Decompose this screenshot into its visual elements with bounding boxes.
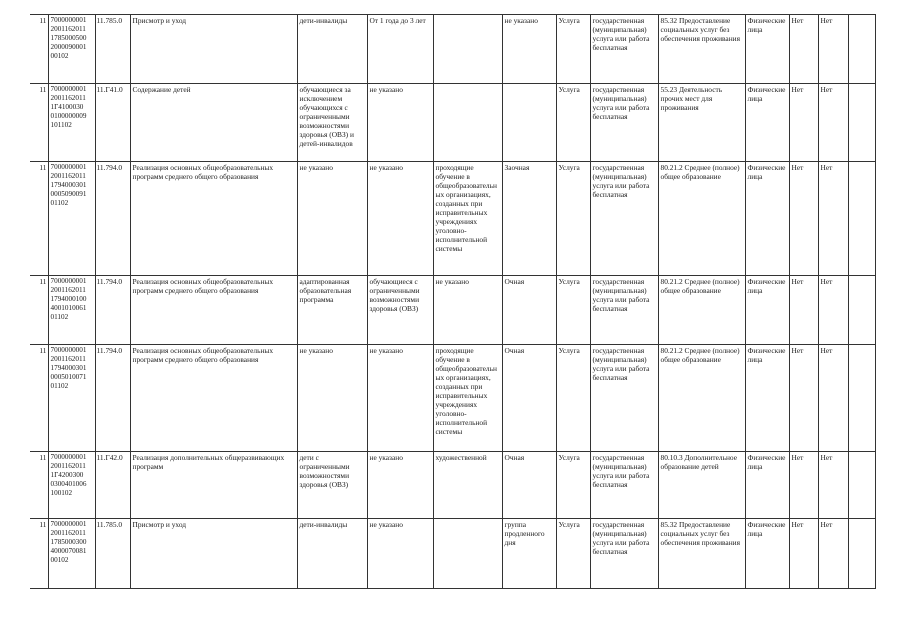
type-cell: Услуга <box>556 162 590 276</box>
consumer-category-cell: дети-инвалиды <box>297 15 367 84</box>
okved-cell: 55.23 Деятельность прочих мест для проживания <box>658 84 745 162</box>
extra-cell <box>848 276 875 345</box>
payment-cell: государственная (муниципальная) услуга или работа бесплатная <box>590 84 658 162</box>
extra-cell <box>848 162 875 276</box>
table-body <box>30 15 875 589</box>
registry-number-line: 7000000001 <box>50 163 87 171</box>
consumers-cell: Физические лица <box>745 15 789 84</box>
registry-number-cell <box>48 15 95 84</box>
consumers-cell: Физические лица <box>745 84 789 162</box>
extra-cell <box>848 84 875 162</box>
service-code-cell: 11.794.0 <box>95 345 130 452</box>
type-cell: Услуга <box>556 15 590 84</box>
content-cell: проходящие обучение в общеобразовательных организациях, созданных при исправительных учреждениях уголовно-исполнительной системы <box>433 345 502 452</box>
service-name-cell: Присмотр и уход <box>130 15 297 84</box>
age-cell: не указано <box>367 162 433 276</box>
payment-cell: государственная (муниципальная) услуга или работа бесплатная <box>590 15 658 84</box>
flag-two-cell: Нет <box>818 452 848 519</box>
registry-number-line: 1794000301 <box>50 181 87 189</box>
table-row <box>30 276 875 345</box>
form-cell: Заочная <box>502 162 556 276</box>
registry-number-cell <box>48 452 95 519</box>
registry-number-line: 1794000301 <box>50 364 87 372</box>
consumer-category-cell: адаптированная образовательная программа <box>297 276 367 345</box>
row-number-cell: 11 <box>30 162 48 276</box>
extra-cell <box>848 519 875 589</box>
registry-number-line: 2001162011 <box>50 94 86 102</box>
flag-one-cell: Нет <box>789 162 818 276</box>
type-cell: Услуга <box>556 345 590 452</box>
content-cell <box>433 84 502 162</box>
registry-number-line: 7000000001 <box>50 277 87 285</box>
registry-number-line: 0300401006 <box>50 480 87 488</box>
age-cell: не указано <box>367 519 433 589</box>
consumers-cell: Физические лица <box>745 519 789 589</box>
type-cell: Услуга <box>556 84 590 162</box>
form-cell: группа продленного дня <box>502 519 556 589</box>
registry-number-line: 0005090091 <box>50 190 87 198</box>
registry-number-line: 2001162011 <box>50 529 86 537</box>
table-row <box>30 84 875 162</box>
registry-number-line: 2000090001 <box>50 43 87 51</box>
type-cell: Услуга <box>556 452 590 519</box>
registry-number-line: 0005010071 <box>50 373 87 381</box>
table-row <box>30 345 875 452</box>
registry-number-line: 1785000500 <box>50 34 87 42</box>
row-number-cell: 11 <box>30 345 48 452</box>
form-cell: Очная <box>502 452 556 519</box>
consumer-category-cell: не указано <box>297 162 367 276</box>
registry-number-cell <box>48 162 95 276</box>
registry-number-line: 100102 <box>50 489 73 497</box>
age-cell: не указано <box>367 84 433 162</box>
registry-number-cell <box>48 519 95 589</box>
service-name-cell: Реализация дополнительных общеразвивающих программ <box>130 452 297 519</box>
form-cell: не указано <box>502 15 556 84</box>
flag-two-cell: Нет <box>818 84 848 162</box>
consumer-category-cell: дети-инвалиды <box>297 519 367 589</box>
flag-one-cell: Нет <box>789 15 818 84</box>
content-cell: проходящие обучение в общеобразовательных организациях, созданных при исправительных учреждениях уголовно-исполнительной системы <box>433 162 502 276</box>
age-cell: не указано <box>367 452 433 519</box>
type-cell: Услуга <box>556 276 590 345</box>
row-number-cell: 11 <box>30 15 48 84</box>
service-name-cell: Реализация основных общеобразовательных программ среднего общего образования <box>130 345 297 452</box>
registry-number-cell <box>48 345 95 452</box>
consumer-category-cell: дети с ограниченными возможностями здоровья (ОВЗ) <box>297 452 367 519</box>
consumers-cell: Физические лица <box>745 162 789 276</box>
registry-number-line: 00102 <box>50 556 69 564</box>
registry-number-line: 00102 <box>50 52 69 60</box>
okved-cell: 85.32 Предоставление социальных услуг без обеспечения проживания <box>658 519 745 589</box>
registry-number-line: 4001010061 <box>50 304 87 312</box>
registry-number-line: 7000000001 <box>50 346 87 354</box>
extra-cell <box>848 452 875 519</box>
payment-cell: государственная (муниципальная) услуга или работа бесплатная <box>590 452 658 519</box>
service-name-cell: Реализация основных общеобразовательных программ среднего общего образования <box>130 276 297 345</box>
table-row <box>30 519 875 589</box>
service-name-cell: Реализация основных общеобразовательных программ среднего общего образования <box>130 162 297 276</box>
registry-number-line: 7000000001 <box>50 453 87 461</box>
flag-two-cell: Нет <box>818 276 848 345</box>
registry-number-line: 101102 <box>50 121 72 129</box>
consumers-cell: Физические лица <box>745 452 789 519</box>
registry-number-cell <box>48 84 95 162</box>
content-cell: не указано <box>433 276 502 345</box>
registry-number-line: 2001162011 <box>50 172 86 180</box>
registry-number-line: 2001162011 <box>50 286 86 294</box>
content-cell <box>433 519 502 589</box>
content-cell: художественной <box>433 452 502 519</box>
flag-one-cell: Нет <box>789 345 818 452</box>
content-cell <box>433 15 502 84</box>
payment-cell: государственная (муниципальная) услуга или работа бесплатная <box>590 519 658 589</box>
flag-two-cell: Нет <box>818 345 848 452</box>
age-cell: не указано <box>367 345 433 452</box>
service-code-cell: 11.Г42.0 <box>95 452 130 519</box>
flag-two-cell: Нет <box>818 15 848 84</box>
registry-number-line: 1794000100 <box>50 295 87 303</box>
registry-number-line: 01102 <box>50 313 69 321</box>
registry-number-line: 1Г4100030 <box>50 103 84 111</box>
registry-number-line: 1785000300 <box>50 538 87 546</box>
flag-one-cell: Нет <box>789 84 818 162</box>
extra-cell <box>848 15 875 84</box>
form-cell: Очная <box>502 345 556 452</box>
age-cell: От 1 года до 3 лет <box>367 15 433 84</box>
table-row <box>30 162 875 276</box>
registry-number-line: 4000070081 <box>50 547 87 555</box>
row-number-cell: 11 <box>30 276 48 345</box>
service-name-cell: Содержание детей <box>130 84 297 162</box>
registry-number-line: 2001162011 <box>50 25 86 33</box>
registry-number-line: 2001162011 <box>50 355 86 363</box>
payment-cell: государственная (муниципальная) услуга или работа бесплатная <box>590 345 658 452</box>
flag-one-cell: Нет <box>789 276 818 345</box>
okved-cell: 80.21.2 Среднее (полное) общее образование <box>658 162 745 276</box>
table-row <box>30 452 875 519</box>
registry-number-line: 1Г4200300 <box>50 471 84 479</box>
flag-two-cell: Нет <box>818 519 848 589</box>
table-row <box>30 15 875 84</box>
okved-cell: 80.21.2 Среднее (полное) общее образование <box>658 276 745 345</box>
services-table <box>30 14 876 589</box>
service-code-cell: 11.785.0 <box>95 15 130 84</box>
registry-number-line: 0100000009 <box>50 112 87 120</box>
flag-one-cell: Нет <box>789 519 818 589</box>
consumer-category-cell: не указано <box>297 345 367 452</box>
flag-one-cell: Нет <box>789 452 818 519</box>
consumers-cell: Физические лица <box>745 276 789 345</box>
registry-number-line: 7000000001 <box>50 85 87 93</box>
okved-cell: 85.32 Предоставление социальных услуг без обеспечения проживания <box>658 15 745 84</box>
okved-cell: 80.10.3 Дополнительное образование детей <box>658 452 745 519</box>
type-cell: Услуга <box>556 519 590 589</box>
row-number-cell: 11 <box>30 84 48 162</box>
registry-number-line: 7000000001 <box>50 520 87 528</box>
age-cell: обучающиеся с ограниченными возможностями здоровья (ОВЗ) <box>367 276 433 345</box>
registry-number-cell <box>48 276 95 345</box>
form-cell <box>502 84 556 162</box>
registry-number-line: 01102 <box>50 382 69 390</box>
flag-two-cell: Нет <box>818 162 848 276</box>
service-code-cell: 11.Г41.0 <box>95 84 130 162</box>
form-cell: Очная <box>502 276 556 345</box>
consumers-cell: Физические лица <box>745 345 789 452</box>
row-number-cell: 11 <box>30 519 48 589</box>
registry-number-line: 01102 <box>50 199 69 207</box>
registry-number-line: 7000000001 <box>50 16 87 24</box>
service-code-cell: 11.794.0 <box>95 276 130 345</box>
okved-cell: 80.21.2 Среднее (полное) общее образование <box>658 345 745 452</box>
extra-cell <box>848 345 875 452</box>
payment-cell: государственная (муниципальная) услуга или работа бесплатная <box>590 162 658 276</box>
registry-number-line: 2001162011 <box>50 462 86 470</box>
service-code-cell: 11.785.0 <box>95 519 130 589</box>
consumer-category-cell: обучающиеся за исключением обучающихся с ограниченными возможностями здоровья (ОВЗ) и детей-инвалидов <box>297 84 367 162</box>
payment-cell: государственная (муниципальная) услуга или работа бесплатная <box>590 276 658 345</box>
service-code-cell: 11.794.0 <box>95 162 130 276</box>
service-name-cell: Присмотр и уход <box>130 519 297 589</box>
row-number-cell: 11 <box>30 452 48 519</box>
